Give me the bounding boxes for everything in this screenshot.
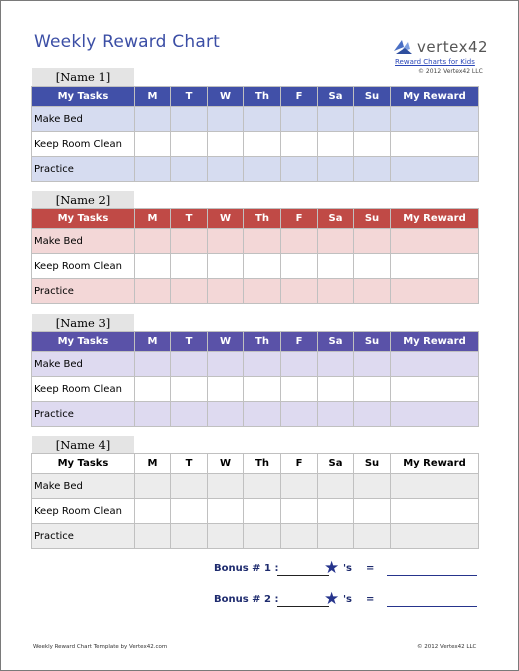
header-reward: My Reward — [391, 87, 479, 107]
header-day: Sa — [318, 87, 354, 107]
child-name-label[interactable]: [Name 4] — [32, 436, 134, 454]
header-day: F — [281, 454, 318, 474]
day-cell[interactable] — [171, 279, 208, 304]
bonus-equals: = — [366, 594, 375, 605]
task-row — [32, 402, 479, 427]
day-cell[interactable] — [208, 402, 244, 427]
day-cell[interactable] — [281, 132, 318, 157]
header-day: Th — [244, 332, 281, 352]
day-cell[interactable] — [171, 524, 208, 549]
day-cell[interactable] — [171, 352, 208, 377]
task-label: Make Bed — [32, 474, 135, 499]
day-cell[interactable] — [281, 279, 318, 304]
header-reward: My Reward — [391, 454, 479, 474]
child-name-label[interactable]: [Name 3] — [32, 314, 134, 332]
header-day: T — [171, 209, 208, 229]
header-day: Su — [354, 87, 391, 107]
day-cell[interactable] — [354, 474, 391, 499]
header-tasks: My Tasks — [32, 87, 135, 107]
reward-cell[interactable] — [391, 254, 479, 279]
day-cell[interactable] — [354, 279, 391, 304]
task-row — [32, 474, 479, 499]
logo-tagline-link[interactable]: Reward Charts for Kids — [395, 58, 475, 66]
reward-table — [31, 331, 479, 427]
task-row — [32, 377, 479, 402]
task-label: Practice — [32, 279, 135, 304]
footer-left: Weekly Reward Chart Template by Vertex42.com — [33, 644, 168, 650]
day-cell[interactable] — [171, 107, 208, 132]
day-cell[interactable] — [208, 474, 244, 499]
header-day: T — [171, 454, 208, 474]
day-cell[interactable] — [281, 254, 318, 279]
day-cell[interactable] — [281, 474, 318, 499]
day-cell[interactable] — [244, 229, 281, 254]
day-cell[interactable] — [135, 352, 171, 377]
day-cell[interactable] — [318, 524, 354, 549]
task-row — [32, 229, 479, 254]
day-cell[interactable] — [281, 524, 318, 549]
reward-cell[interactable] — [391, 229, 479, 254]
reward-cell[interactable] — [391, 132, 479, 157]
reward-cell[interactable] — [391, 157, 479, 182]
day-cell[interactable] — [244, 524, 281, 549]
day-cell[interactable] — [208, 279, 244, 304]
footer-right: © 2012 Vertex42 LLC — [417, 644, 477, 650]
day-cell[interactable] — [281, 352, 318, 377]
logo-brand: vertex42 — [417, 38, 489, 56]
task-row — [32, 524, 479, 549]
task-label: Make Bed — [32, 107, 135, 132]
day-cell[interactable] — [171, 229, 208, 254]
task-row — [32, 254, 479, 279]
day-cell[interactable] — [281, 157, 318, 182]
day-cell[interactable] — [135, 254, 171, 279]
bonus-label: Bonus # 1 : — [214, 563, 279, 574]
task-row — [32, 157, 479, 182]
header-day: F — [281, 332, 318, 352]
header-day: Th — [244, 454, 281, 474]
day-cell[interactable] — [135, 229, 171, 254]
reward-cell[interactable] — [391, 474, 479, 499]
header-day: F — [281, 209, 318, 229]
day-cell[interactable] — [244, 107, 281, 132]
task-label: Keep Room Clean — [32, 499, 135, 524]
header-day: Su — [354, 332, 391, 352]
reward-cell[interactable] — [391, 524, 479, 549]
header-day: Su — [354, 209, 391, 229]
bonus-suffix: 's — [343, 563, 353, 574]
task-label: Practice — [32, 402, 135, 427]
header-day: Th — [244, 209, 281, 229]
day-cell[interactable] — [281, 499, 318, 524]
header-day: Th — [244, 87, 281, 107]
task-label: Keep Room Clean — [32, 132, 135, 157]
header-tasks: My Tasks — [32, 332, 135, 352]
day-cell[interactable] — [281, 377, 318, 402]
header-reward: My Reward — [391, 209, 479, 229]
table-header-row — [32, 87, 479, 107]
day-cell[interactable] — [354, 107, 391, 132]
child-name-label[interactable]: [Name 1] — [32, 68, 134, 86]
day-cell[interactable] — [244, 402, 281, 427]
day-cell[interactable] — [318, 352, 354, 377]
day-cell[interactable] — [354, 157, 391, 182]
bonus-reward-field[interactable] — [387, 606, 477, 607]
child-name-label[interactable]: [Name 2] — [32, 191, 134, 209]
day-cell[interactable] — [244, 254, 281, 279]
day-cell[interactable] — [208, 229, 244, 254]
header-day: W — [208, 332, 244, 352]
task-label: Make Bed — [32, 229, 135, 254]
day-cell[interactable] — [208, 524, 244, 549]
bonus-label: Bonus # 2 : — [214, 594, 279, 605]
day-cell[interactable] — [281, 229, 318, 254]
day-cell[interactable] — [171, 402, 208, 427]
day-cell[interactable] — [318, 279, 354, 304]
table-header-row — [32, 209, 479, 229]
day-cell[interactable] — [208, 132, 244, 157]
day-cell[interactable] — [318, 474, 354, 499]
reward-cell[interactable] — [391, 402, 479, 427]
day-cell[interactable] — [281, 402, 318, 427]
day-cell[interactable] — [135, 474, 171, 499]
day-cell[interactable] — [135, 132, 171, 157]
day-cell[interactable] — [171, 132, 208, 157]
reward-table — [31, 86, 479, 182]
day-cell[interactable] — [208, 377, 244, 402]
star-icon: ★ — [324, 589, 340, 609]
reward-table — [31, 453, 479, 549]
day-cell[interactable] — [208, 352, 244, 377]
task-label: Make Bed — [32, 352, 135, 377]
reward-cell[interactable] — [391, 377, 479, 402]
day-cell[interactable] — [135, 157, 171, 182]
day-cell[interactable] — [208, 499, 244, 524]
reward-cell[interactable] — [391, 499, 479, 524]
day-cell[interactable] — [354, 352, 391, 377]
bonus-count-field[interactable] — [277, 606, 329, 607]
bonus-reward-field[interactable] — [387, 575, 477, 576]
bonus-suffix: 's — [343, 594, 353, 605]
day-cell[interactable] — [244, 132, 281, 157]
header-day: Sa — [318, 209, 354, 229]
star-icon: ★ — [324, 558, 340, 578]
header-tasks: My Tasks — [32, 454, 135, 474]
reward-table — [31, 208, 479, 304]
header-day: T — [171, 332, 208, 352]
day-cell[interactable] — [244, 377, 281, 402]
page-title: Weekly Reward Chart — [34, 32, 220, 52]
day-cell[interactable] — [354, 229, 391, 254]
header-day: M — [135, 87, 171, 107]
day-cell[interactable] — [135, 402, 171, 427]
day-cell[interactable] — [244, 474, 281, 499]
bonus-count-field[interactable] — [277, 575, 329, 576]
reward-cell[interactable] — [391, 279, 479, 304]
day-cell[interactable] — [281, 107, 318, 132]
day-cell[interactable] — [318, 132, 354, 157]
reward-cell[interactable] — [391, 107, 479, 132]
table-header-row — [32, 454, 479, 474]
header-day: W — [208, 209, 244, 229]
header-day: M — [135, 332, 171, 352]
task-row — [32, 107, 479, 132]
day-cell[interactable] — [354, 254, 391, 279]
task-label: Keep Room Clean — [32, 254, 135, 279]
day-cell[interactable] — [208, 107, 244, 132]
day-cell[interactable] — [171, 474, 208, 499]
task-row — [32, 352, 479, 377]
day-cell[interactable] — [171, 499, 208, 524]
header-day: F — [281, 87, 318, 107]
task-row — [32, 279, 479, 304]
day-cell[interactable] — [354, 499, 391, 524]
bonus-equals: = — [366, 563, 375, 574]
day-cell[interactable] — [318, 377, 354, 402]
header-reward: My Reward — [391, 332, 479, 352]
day-cell[interactable] — [244, 499, 281, 524]
day-cell[interactable] — [318, 107, 354, 132]
table-header-row — [32, 332, 479, 352]
task-row — [32, 499, 479, 524]
day-cell[interactable] — [135, 279, 171, 304]
header-day: Sa — [318, 332, 354, 352]
day-cell[interactable] — [244, 157, 281, 182]
day-cell[interactable] — [135, 524, 171, 549]
day-cell[interactable] — [135, 107, 171, 132]
header-tasks: My Tasks — [32, 209, 135, 229]
day-cell[interactable] — [354, 132, 391, 157]
day-cell[interactable] — [354, 402, 391, 427]
day-cell[interactable] — [171, 377, 208, 402]
day-cell[interactable] — [135, 499, 171, 524]
day-cell[interactable] — [318, 229, 354, 254]
task-row — [32, 132, 479, 157]
logo-copyright: © 2012 Vertex42 LLC — [418, 68, 483, 75]
header-day: M — [135, 209, 171, 229]
day-cell[interactable] — [318, 254, 354, 279]
header-day: W — [208, 87, 244, 107]
task-label: Practice — [32, 157, 135, 182]
header-day: T — [171, 87, 208, 107]
day-cell[interactable] — [244, 352, 281, 377]
task-label: Practice — [32, 524, 135, 549]
day-cell[interactable] — [318, 402, 354, 427]
header-day: Su — [354, 454, 391, 474]
day-cell[interactable] — [318, 157, 354, 182]
vertex42-logo — [392, 37, 492, 75]
day-cell[interactable] — [354, 524, 391, 549]
day-cell[interactable] — [318, 499, 354, 524]
task-label: Keep Room Clean — [32, 377, 135, 402]
day-cell[interactable] — [171, 157, 208, 182]
day-cell[interactable] — [171, 254, 208, 279]
header-day: W — [208, 454, 244, 474]
day-cell[interactable] — [208, 157, 244, 182]
day-cell[interactable] — [208, 254, 244, 279]
header-day: M — [135, 454, 171, 474]
day-cell[interactable] — [244, 279, 281, 304]
day-cell[interactable] — [135, 377, 171, 402]
vertex42-logo-icon — [392, 37, 416, 57]
header-day: Sa — [318, 454, 354, 474]
reward-cell[interactable] — [391, 352, 479, 377]
day-cell[interactable] — [354, 377, 391, 402]
